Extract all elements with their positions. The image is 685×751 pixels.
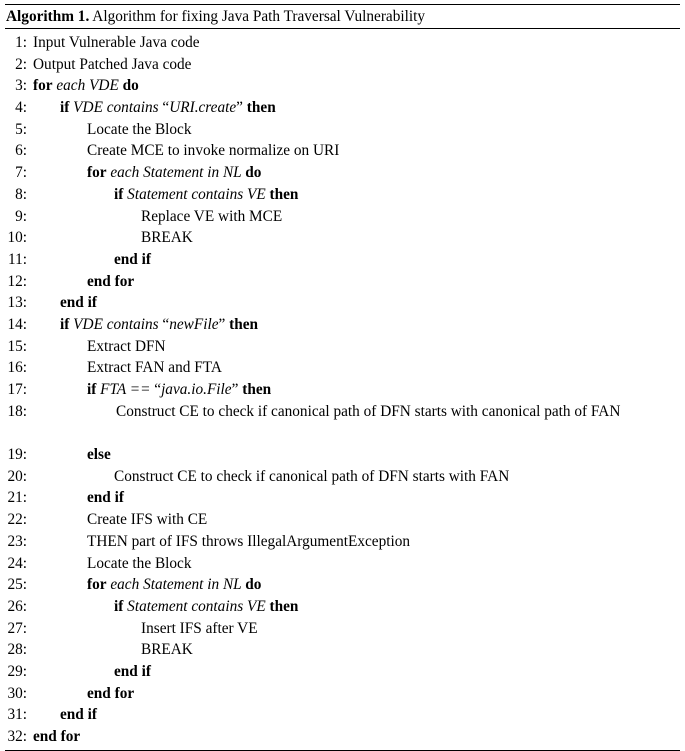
plain-text: Locate the Block (87, 120, 192, 138)
line-number: 29: (7, 662, 27, 680)
keyword: if (60, 315, 70, 333)
plain-text: Insert IFS after VE (141, 619, 258, 637)
algorithm-line (5, 206, 680, 228)
keyword: else (87, 446, 111, 464)
line-text (33, 249, 680, 271)
line-number: 16: (7, 359, 27, 377)
keyword: end for (33, 728, 81, 746)
algorithm-line (5, 574, 680, 596)
keyword: end if (60, 706, 97, 724)
algorithm-lines (5, 32, 680, 748)
plain-text: ” (218, 315, 230, 333)
algorithm-line (5, 336, 680, 358)
math-text: URI.create (169, 99, 237, 117)
plain-text: Extract DFN (87, 337, 166, 355)
line-number: 32: (7, 728, 27, 746)
algorithm-line (5, 379, 680, 401)
algorithm-block (5, 0, 680, 751)
keyword: then (269, 597, 299, 615)
algorithm-line (5, 466, 680, 488)
keyword: then (229, 315, 259, 333)
algorithm-line (5, 314, 680, 336)
line-text (33, 227, 680, 249)
line-text (5, 401, 680, 423)
line-text (33, 596, 680, 618)
plain-text: “ (162, 315, 170, 333)
line-text (33, 574, 680, 596)
line-number: 2: (15, 55, 27, 73)
math-text: VDE contains (69, 99, 163, 117)
line-text (33, 704, 680, 726)
math-text: FTA == (96, 381, 155, 398)
line-text (33, 444, 680, 466)
line-number: 12: (7, 272, 27, 290)
line-text (33, 336, 680, 358)
algorithm-line (5, 249, 680, 271)
line-text (33, 271, 680, 293)
keyword: end for (87, 272, 135, 290)
line-text (33, 639, 680, 661)
line-text (33, 509, 680, 531)
line-text (33, 618, 680, 640)
algorithm-line (5, 639, 680, 661)
algorithm-line (5, 531, 680, 553)
keyword: end if (114, 662, 151, 680)
line-text (33, 140, 680, 162)
algorithm-line (5, 509, 680, 531)
plain-text: Construct CE to check if canonical path of DFN starts with canonical path of FAN (116, 402, 621, 420)
math-text: each Statement in NL (106, 164, 246, 182)
line-number: 5: (15, 120, 27, 138)
plain-text: “ (154, 381, 162, 398)
algorithm-line (5, 140, 680, 162)
plain-text: Output Patched Java code (33, 55, 192, 73)
line-number: 15: (7, 337, 27, 355)
line-text (33, 379, 680, 401)
line-number: 26: (7, 597, 27, 615)
algorithm-line (5, 227, 680, 249)
line-text (33, 661, 680, 683)
keyword: end if (114, 250, 151, 268)
algorithm-line (5, 75, 680, 97)
plain-text: Construct CE to check if canonical path of DFN starts with FAN (114, 467, 510, 485)
line-text (33, 292, 680, 314)
algorithm-line (5, 54, 680, 76)
plain-text: Locate the Block (87, 554, 192, 572)
line-number: 20: (7, 467, 27, 485)
algorithm-line (5, 444, 680, 466)
line-number: 22: (7, 511, 27, 529)
algorithm-line (5, 704, 680, 726)
line-number: 28: (7, 641, 27, 659)
line-text (33, 531, 680, 553)
line-number: 27: (7, 619, 27, 637)
line-number: 21: (7, 489, 27, 507)
line-number: 11: (8, 250, 27, 268)
line-number: 18: (7, 402, 27, 420)
line-number: 7: (15, 164, 27, 182)
algorithm-line (5, 596, 680, 618)
keyword: if (114, 185, 124, 203)
plain-text: Replace VE with MCE (141, 207, 283, 225)
math-text: java.io.File (161, 381, 232, 398)
plain-text: BREAK (141, 641, 193, 659)
algorithm-line (5, 618, 680, 640)
line-text (33, 683, 680, 705)
math-text: Statement contains VE (123, 185, 270, 203)
line-number: 25: (7, 576, 27, 594)
algorithm-line (5, 357, 680, 379)
keyword: do (245, 164, 262, 182)
line-text (33, 162, 680, 184)
plain-text: THEN part of IFS throws IllegalArgumentException (87, 532, 411, 550)
line-number: 30: (7, 684, 27, 702)
line-number: 31: (7, 706, 27, 724)
keyword: end if (60, 294, 97, 312)
keyword: for (87, 164, 107, 182)
algorithm-line (5, 32, 680, 54)
line-number: 24: (7, 554, 27, 572)
algorithm-line (5, 162, 680, 184)
line-number: 9: (15, 207, 27, 225)
algorithm-line (5, 487, 680, 509)
line-text (33, 466, 680, 488)
keyword: if (60, 99, 70, 117)
keyword: end if (87, 489, 124, 507)
plain-text: Input Vulnerable Java code (33, 34, 200, 51)
line-text (33, 75, 680, 97)
line-text (33, 119, 680, 141)
keyword: for (33, 77, 53, 95)
algorithm-line (5, 683, 680, 705)
line-text (33, 726, 680, 748)
algorithm-line (5, 726, 680, 748)
line-number: 10: (7, 229, 27, 247)
line-number: 4: (15, 99, 27, 117)
algorithm-line (5, 401, 680, 444)
line-text (33, 553, 680, 575)
line-number: 13: (7, 294, 27, 312)
keyword: if (114, 597, 124, 615)
plain-text: “ (162, 99, 170, 117)
line-text (33, 184, 680, 206)
line-text (33, 357, 680, 379)
algorithm-line (5, 553, 680, 575)
plain-text: Create IFS with CE (87, 511, 208, 529)
line-text (33, 54, 680, 76)
plain-text: Extract FAN and FTA (87, 359, 222, 377)
line-text (33, 206, 680, 228)
keyword: then (246, 99, 276, 117)
line-number: 23: (7, 532, 27, 550)
algorithm-caption (5, 5, 680, 28)
algorithm-line (5, 97, 680, 119)
algorithm-line (5, 184, 680, 206)
algorithm-line (5, 661, 680, 683)
line-text (33, 97, 680, 119)
keyword: end for (87, 684, 135, 702)
plain-text: Create MCE to invoke normalize on URI (87, 142, 340, 160)
math-text: Statement contains VE (123, 597, 270, 615)
algorithm-line (5, 292, 680, 314)
algorithm-line (5, 271, 680, 293)
line-text (33, 487, 680, 509)
math-text: VDE contains (69, 315, 163, 333)
line-number: 17: (7, 381, 27, 398)
line-number: 6: (15, 142, 27, 160)
math-text: newFile (169, 315, 219, 333)
keyword: if (87, 381, 97, 398)
algorithm-label: Algorithm 1. (6, 8, 90, 25)
line-text (33, 314, 680, 336)
line-number: 19: (7, 446, 27, 464)
keyword: do (122, 77, 139, 95)
algorithm-title: Algorithm for fixing Java Path Traversal Vulnerability (92, 8, 426, 25)
line-number: 1: (15, 34, 27, 51)
plain-text: ” (231, 381, 243, 398)
line-number: 8: (15, 185, 27, 203)
caption-rule (5, 28, 680, 29)
keyword: then (269, 185, 299, 203)
keyword: for (87, 576, 107, 594)
algorithm-line (5, 119, 680, 141)
plain-text: BREAK (141, 229, 193, 247)
math-text: each VDE (52, 77, 123, 95)
keyword: then (242, 381, 272, 398)
keyword: do (245, 576, 262, 594)
line-number: 3: (15, 77, 27, 95)
math-text: each Statement in NL (106, 576, 246, 594)
line-number: 14: (7, 315, 27, 333)
line-text (33, 32, 680, 54)
plain-text: ” (236, 99, 247, 117)
